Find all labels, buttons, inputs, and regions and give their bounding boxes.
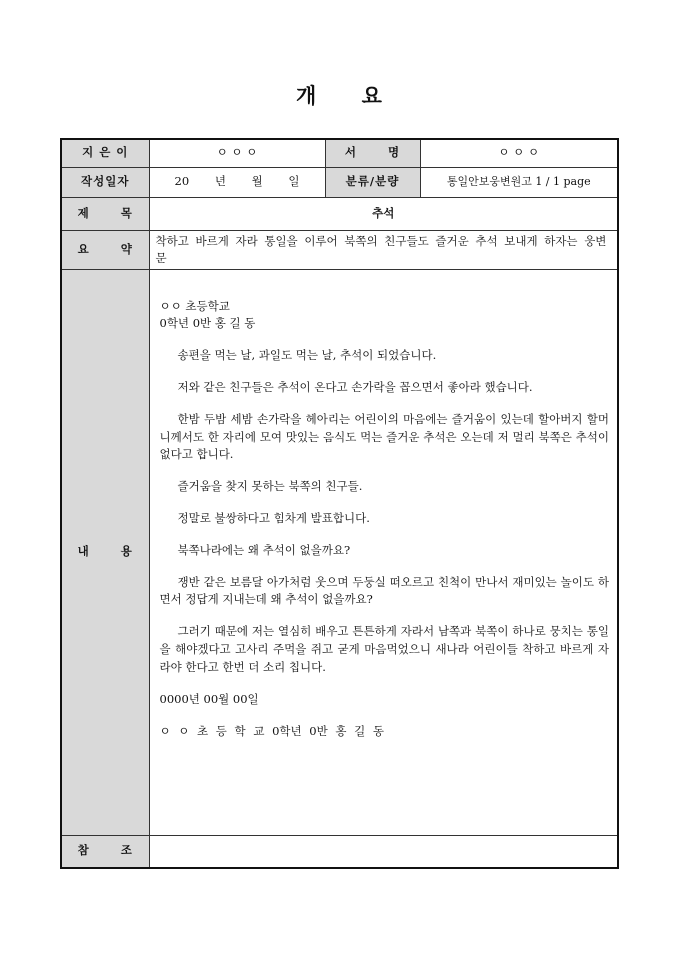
paragraph-3: 한밤 두밤 세밤 손가락을 헤아리는 어린이의 마음에는 즐거움이 있는데 할아버지 할머니께서도 한 자리에 모여 맛있는 음식도 먹는 즐거운 추석은 오는데 저 멀리 북쪽은 추석이 없다고 합니다. [159, 411, 609, 462]
content-label: 내 용 [61, 269, 149, 835]
signature-label: 서 명 [325, 139, 420, 167]
school-line: ㅇㅇ 초등학교 [159, 298, 230, 313]
subject-value: 추석 [149, 197, 618, 230]
subject-row [61, 197, 618, 230]
summary-value: 착하고 바르게 자라 통일을 이루어 북쪽의 친구들도 즐거운 추석 보내게 하자는 웅변문 [149, 230, 618, 269]
date-label: 작성일자 [61, 167, 149, 197]
signature-value: ㅇ ㅇ ㅇ [420, 139, 618, 167]
paragraph-2: 저와 같은 친구들은 추석이 온다고 손가락을 꼽으면서 좋아라 했습니다. [177, 379, 533, 394]
paragraph-4: 즐거움을 찾지 못하는 북쪽의 친구들. [177, 479, 363, 494]
reference-value [149, 835, 618, 868]
paragraph-5: 정말로 불쌍하다고 힘차게 발표합니다. [177, 511, 370, 525]
summary-row [61, 230, 618, 269]
paragraph-6: 북쪽나라에는 왜 추석이 없을까요? [177, 542, 351, 557]
reference-label: 참 조 [61, 835, 149, 868]
subject-label: 제 목 [61, 197, 149, 230]
paragraph-8: 그러기 때문에 저는 열심히 배우고 튼튼하게 자라서 남쪽과 북쪽이 하나로 뭉치는 통일을 해야겠다고 고사리 주먹을 쥐고 굳게 마음먹었으니 새나라 어린이들 착하고 바르게 자라야 한다고 한번 더 소리 칩니다. [159, 624, 609, 674]
paragraph-7: 쟁반 같은 보름달 아가처럼 웃으며 두둥실 떠오르고 친척이 만나서 재미있는 놀이도 하면서 정답게 지내는데 왜 추석이 없을까요? [159, 574, 609, 607]
summary-form-table [60, 138, 619, 869]
document-title: 개 요 [296, 83, 384, 108]
author-row [61, 139, 618, 167]
student-line: 0학년 0반 홍 길 동 [159, 316, 256, 331]
summary-label: 요 약 [61, 230, 149, 269]
paragraph-1: 송편을 먹는 날, 과일도 먹는 날, 추석이 되었습니다. [177, 348, 437, 363]
author-label: 지 은 이 [61, 139, 149, 167]
date-row [61, 167, 618, 197]
author-value: ㅇ ㅇ ㅇ [149, 139, 325, 167]
date-value: 20 년 월 일 [149, 167, 325, 197]
category-label: 분류/분량 [325, 167, 420, 197]
category-value: 통일안보웅변원고 1 / 1 page [420, 167, 618, 197]
content-row [61, 269, 618, 835]
content-body [149, 269, 618, 835]
speech-date: 0000년 00월 00일 [159, 691, 259, 706]
signoff-line: ㅇ ㅇ 초 등 학 교 0학년 0반 홍 길 동 [159, 723, 384, 738]
reference-row [61, 835, 618, 868]
